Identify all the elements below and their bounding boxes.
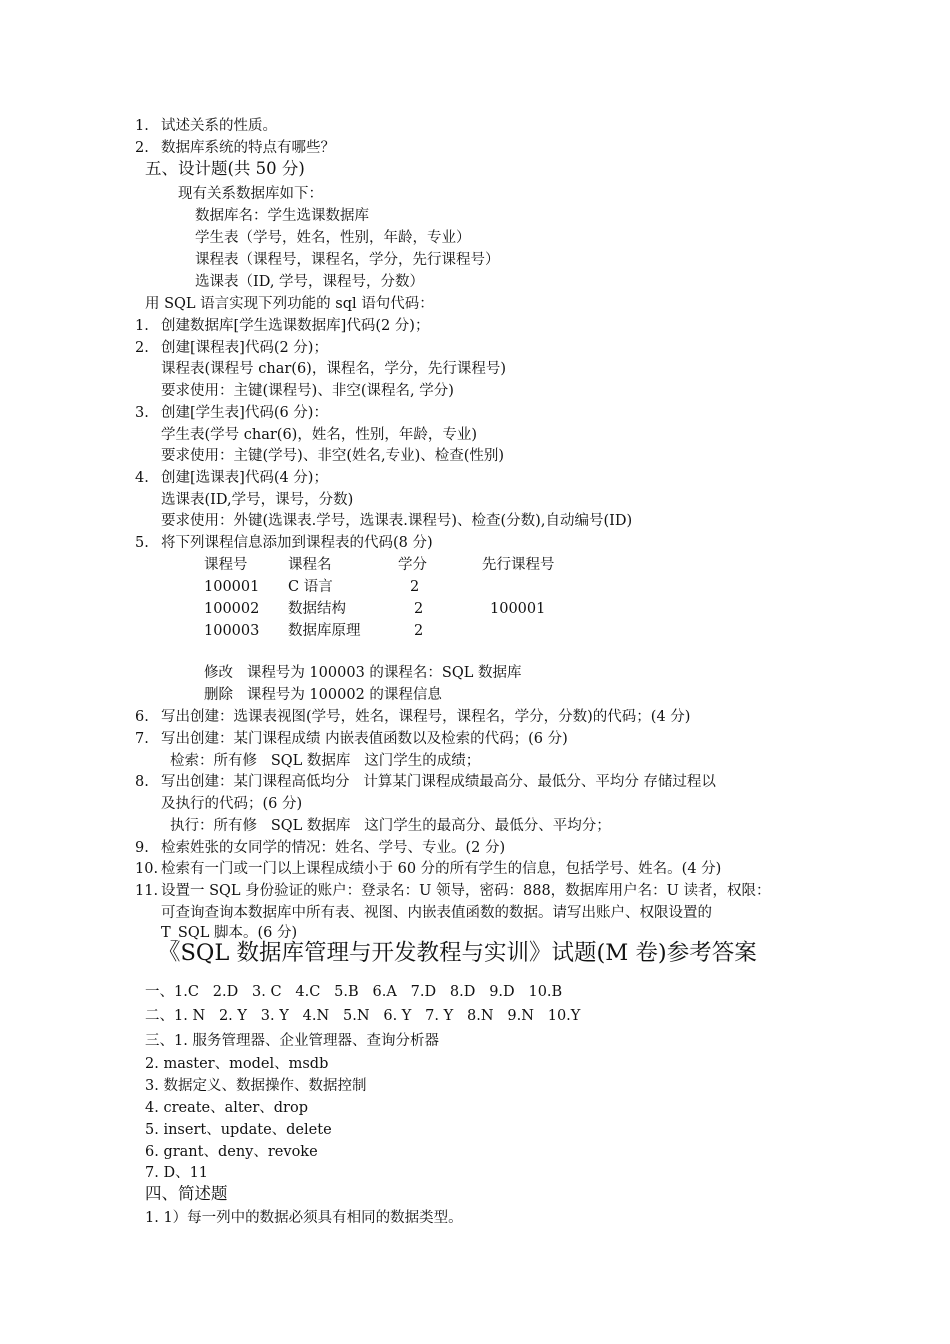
- instruction: 用 SQL 语言实现下列功能的 sql 语句代码：: [145, 296, 434, 312]
- student-table-schema: 学生表（学号，姓名，性别，年龄，专业）: [195, 230, 471, 246]
- table-header-cell: 学分: [398, 557, 427, 573]
- table-cell: 2: [414, 601, 424, 617]
- answer-key-title: 《SQL 数据库管理与开发教程与实训》试题(M 卷)参考答案: [158, 940, 757, 966]
- answer-section-2: 二、1. N 2. Y 3. Y 4.N 5.N 6. Y 7. Y 8.N 9.N 10.Y: [145, 1008, 581, 1024]
- question-4-line-2: 要求使用：外键(选课表.学号，选课表.课程号)、检查(分数),自动编号(ID): [161, 513, 633, 529]
- question-4-line-1: 选课表(ID,学号，课号，分数): [161, 492, 354, 508]
- table-row: [204, 620, 602, 642]
- question-2-line-2: 要求使用：主键(课程号)、非空(课程名, 学分): [161, 383, 454, 399]
- answer-item: 4. create、alter、drop: [145, 1100, 308, 1116]
- question-2-line-1: 课程表(课程号 char(6)，课程名，学分，先行课程号): [161, 361, 506, 377]
- brief-question-2: 2. 数据库系统的特点有哪些？: [135, 140, 335, 156]
- question-3: 3. 创建[学生表]代码(6 分)：: [135, 405, 328, 421]
- answer-item: 2. master、model、msdb: [145, 1056, 329, 1072]
- answer-item: 7. D、11: [145, 1165, 209, 1181]
- question-6: 6. 写出创建：选课表视图(学号，姓名，课程号，课程名，学分，分数)的代码；(4 分): [135, 709, 691, 725]
- question-11-line-1: 可查询查询本数据库中所有表、视图、内嵌表值函数的数据。请写出账户、权限设置的: [161, 905, 712, 921]
- table-header-cell: 先行课程号: [482, 557, 555, 573]
- table-cell: 100001: [490, 601, 546, 617]
- table-cell: C 语言: [288, 579, 333, 595]
- table-cell: 2: [410, 579, 420, 595]
- table-cell: 100002: [204, 601, 260, 617]
- question-7: 7. 写出创建：某门课程成绩 内嵌表值函数以及检索的代码；(6 分): [135, 731, 568, 747]
- table-header-cell: 课程名: [288, 557, 332, 573]
- table-header-cell: 课程号: [204, 557, 248, 573]
- table-cell: 数据库原理: [288, 623, 361, 639]
- schema-intro: 现有关系数据库如下：: [178, 186, 323, 202]
- modify-instruction: 修改 课程号为 100003 的课程名：SQL 数据库: [204, 665, 522, 681]
- table-row: [204, 598, 602, 620]
- table-cell: 数据结构: [288, 601, 346, 617]
- question-8: 8. 写出创建：某门课程高低均分 计算某门课程成绩最高分、最低分、平均分 存储过程以: [135, 774, 716, 790]
- answer-item: 3. 数据定义、数据操作、数据控制: [145, 1078, 367, 1094]
- table-header-row: [204, 554, 602, 576]
- table-cell: [482, 576, 602, 598]
- db-name: 数据库名：学生选课数据库: [195, 208, 369, 224]
- question-4: 4. 创建[选课表]代码(4 分)；: [135, 470, 328, 486]
- table-cell: 100001: [204, 579, 260, 595]
- answer-section-1: 一、1.C 2.D 3. C 4.C 5.B 6.A 7.D 8.D 9.D 10.B: [145, 984, 563, 1000]
- table-cell: 100003: [204, 623, 260, 639]
- brief-question-1: 1. 试述关系的性质。: [135, 118, 277, 134]
- answer-section-4: 四、简述题: [145, 1184, 228, 1203]
- question-5: 5. 将下列课程信息添加到课程表的代码(8 分): [135, 535, 433, 551]
- table-row: [204, 576, 602, 598]
- answer-section-3: 三、1. 服务管理器、企业管理器、查询分析器: [145, 1033, 439, 1049]
- table-cell: [482, 620, 602, 642]
- question-10: 10. 检索有一门或一门以上课程成绩小于 60 分的所有学生的信息，包括学号、姓名。(4 分): [135, 861, 722, 877]
- section-5-heading: 五、设计题(共 50 分): [145, 159, 305, 178]
- table-cell: 2: [414, 623, 424, 639]
- question-3-line-2: 要求使用：主键(学号)、非空(姓名,专业)、检查(性别): [161, 448, 505, 464]
- question-7-line-1: 检索：所有修 SQL 数据库 这门学生的成绩；: [170, 753, 481, 769]
- question-11-line-2: T_SQL 脚本。(6 分): [161, 925, 298, 941]
- question-1: 1. 创建数据库[学生选课数据库]代码(2 分)；: [135, 318, 430, 334]
- answer-section-4-item-1: 1. 1）每一列中的数据必须具有相同的数据类型。: [145, 1210, 463, 1226]
- select-table-schema: 选课表（ID, 学号，课程号，分数）: [195, 274, 425, 290]
- question-11: 11. 设置一 SQL 身份验证的账户：登录名：U 领导，密码：888，数据库用户名：U 读者，权限：: [135, 883, 771, 899]
- delete-instruction: 删除 课程号为 100002 的课程信息: [204, 687, 442, 703]
- question-8-line-2: 执行：所有修 SQL 数据库 这门学生的最高分、最低分、平均分；: [170, 818, 611, 834]
- answer-item: 6. grant、deny、revoke: [145, 1144, 318, 1160]
- question-2: 2. 创建[课程表]代码(2 分)；: [135, 340, 328, 356]
- question-8-line-1: 及执行的代码；(6 分): [161, 796, 303, 812]
- question-9: 9. 检索姓张的女同学的情况：姓名、学号、专业。(2 分): [135, 840, 506, 856]
- question-3-line-1: 学生表(学号 char(6)，姓名，性别，年龄，专业): [161, 427, 477, 443]
- answer-item: 5. insert、update、delete: [145, 1122, 332, 1138]
- course-info-table: [204, 554, 602, 642]
- course-table-schema: 课程表（课程号，课程名，学分，先行课程号）: [195, 252, 500, 268]
